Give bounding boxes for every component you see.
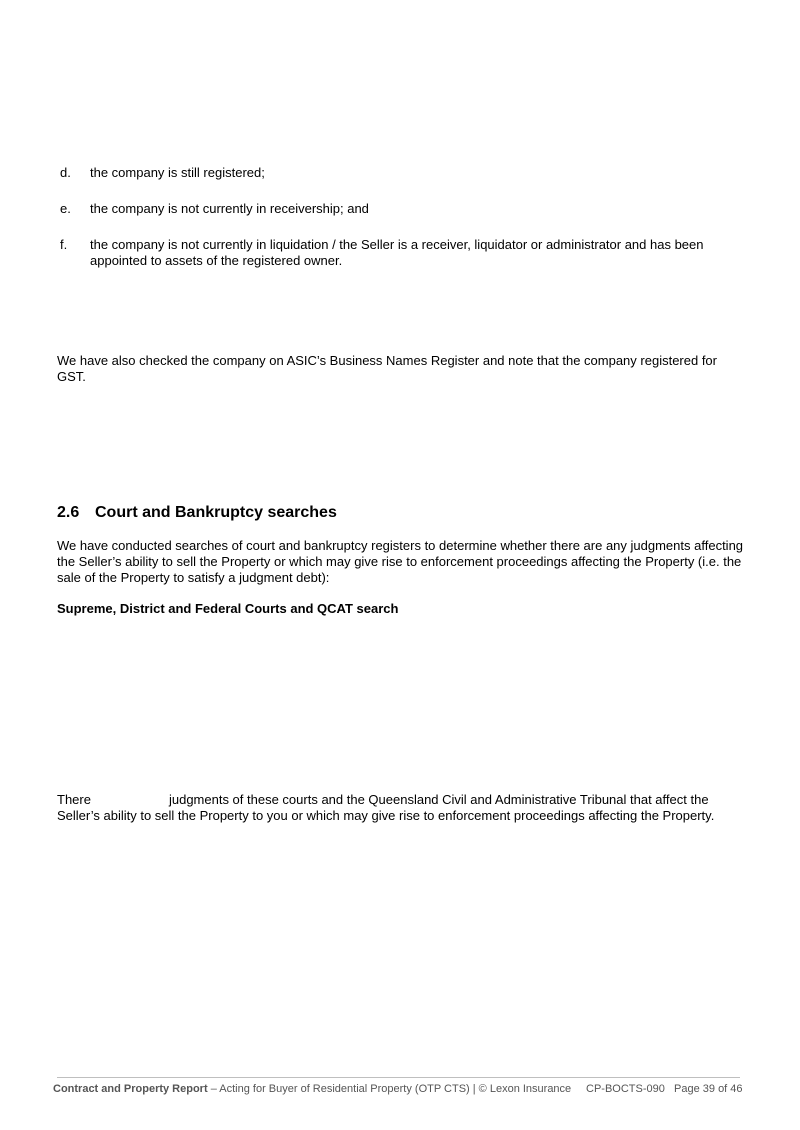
list-text: the company is still registered; [90,165,265,180]
section-title: Court and Bankruptcy searches [95,504,337,521]
list-item-e [60,201,740,217]
footer-subtitle: – Acting for Buyer of Residential Property (OTP CTS) | © Lexon Insurance [207,1083,572,1095]
page-footer [53,1083,743,1095]
list-marker: e. [60,201,71,216]
section-intro: We have conducted searches of court and bankruptcy registers to determine whether there are any judgments affecting the Seller’s ability to sell the Property or which may give rise to enforcement proceedings affecting the Property (i.e. the sale of the Property to satisfy a judgment debt): [57,538,744,585]
asic-paragraph: We have also checked the company on ASIC’s Business Names Register and note that the company registered for GST. [57,353,717,384]
list-marker: f. [60,237,68,252]
result-start: There [57,792,91,807]
list-text: the company is not currently in receivership; and [90,201,369,216]
court-search-result [57,792,747,824]
page-number: Page 39 of 46 [674,1083,743,1095]
list-marker: d. [60,165,71,180]
result-rest: judgments of these courts and the Queensland Civil and Administrative Tribunal that affect the Seller’s ability to sell the Property to you or which may give rise to enforcement proceedings affecting the Property. [57,792,715,823]
list-item-d [60,165,740,181]
section-heading [57,504,337,522]
list-item-f [60,237,740,269]
footer-title: Contract and Property Report [53,1083,208,1095]
court-search-subheading: Supreme, District and Federal Courts and QCAT search [57,601,399,616]
footer-divider [57,1077,740,1078]
footer-code: CP-BOCTS-090 [586,1083,665,1095]
section-number: 2.6 [57,504,80,521]
footer-right [586,1083,743,1095]
list-text: the company is not currently in liquidation / the Seller is a receiver, liquidator or administrator and has been appointed to assets of the registered owner. [90,237,704,268]
